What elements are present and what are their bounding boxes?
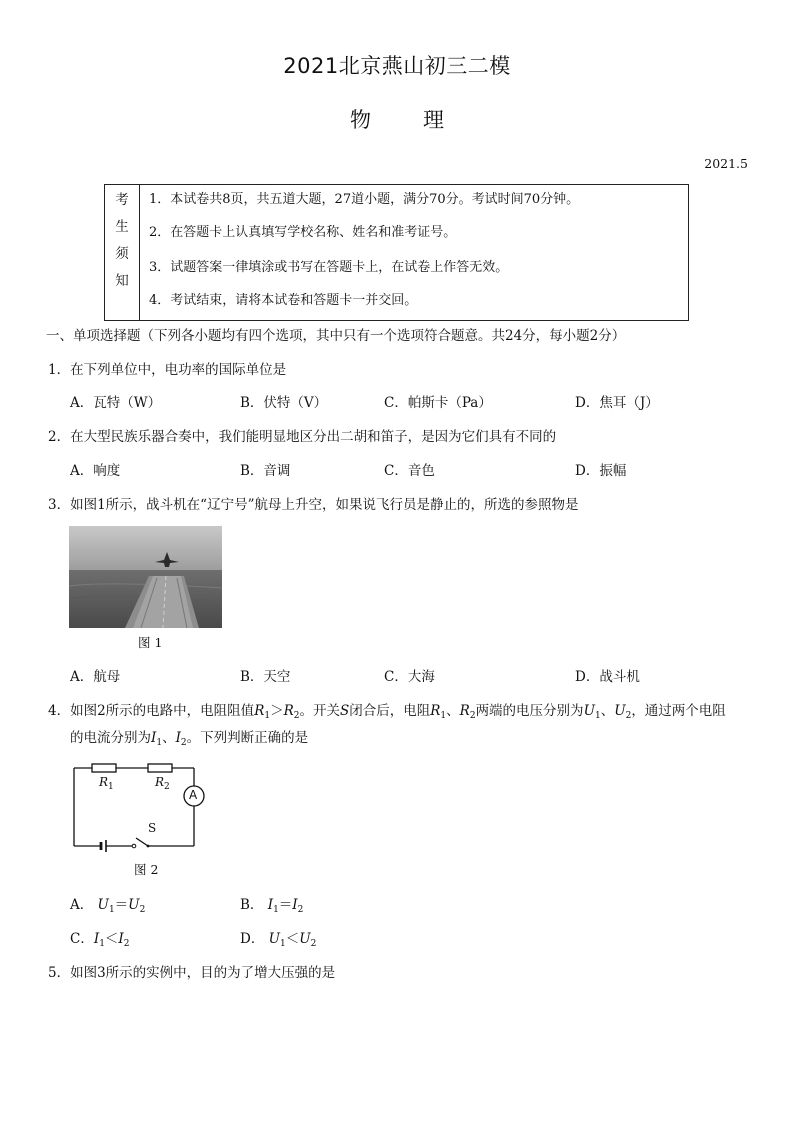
notice-side-char: 须 [115, 246, 129, 262]
figure-1-carrier-photo [69, 526, 222, 628]
r1-label: $R_1$ [99, 775, 114, 792]
q3-option-a: A．航母 [70, 669, 121, 685]
switch-label: S [148, 821, 157, 835]
q4-option-a: A． $U_1=U_2$ [70, 897, 146, 915]
q1-option-b: B．伏特（V） [240, 395, 328, 411]
figure-1-caption: 图 1 [138, 635, 163, 650]
q4-option-b: B． $I_1=I_2$ [240, 897, 304, 915]
question-4-stem-line-1: 4．如图2所示的电路中，电阻阻值$R_1>R_2$。开关S闭合后，电阻$R_1$、$R_2$两端的电压分别为$U_1$、$U_2$，通过两个电阻 [48, 703, 726, 721]
notice-item: 1．本试卷共8页，共五道大题，27道小题，满分70分。考试时间70分钟。 [149, 192, 580, 207]
question-5-stem: 5．如图3所示的实例中，目的为了增大压强的是 [48, 965, 336, 981]
q3-option-c: C．大海 [384, 669, 435, 685]
notice-box [104, 184, 689, 321]
question-3-stem: 3．如图1所示，战斗机在“辽宁号”航母上升空，如果说飞行员是静止的，所选的参照物是 [48, 497, 579, 513]
notice-side-char: 知 [115, 273, 129, 289]
figure-2-circuit [66, 758, 216, 858]
r2-label: $R_2$ [155, 775, 170, 792]
q2-option-b: B．音调 [240, 463, 291, 479]
q3-option-b: B．天空 [240, 669, 291, 685]
question-4-stem-line-2: 的电流分别为$I_1$、$I_2$。下列判断正确的是 [70, 730, 309, 748]
q1-option-d: D．焦耳（J） [575, 395, 659, 411]
exam-title: 2021北京燕山初三二模 [283, 54, 511, 78]
notice-side-char: 考 [115, 192, 129, 208]
subject-title: 物理 [350, 108, 496, 132]
q2-option-a: A．响度 [70, 463, 121, 479]
ammeter-symbol: A [189, 788, 198, 802]
exam-date: 2021.5 [704, 156, 748, 171]
q4-option-c: C．$I_1<I_2$ [70, 931, 130, 949]
question-1-stem: 1．在下列单位中，电功率的国际单位是 [48, 362, 287, 378]
q3-option-d: D．战斗机 [575, 669, 640, 685]
section-heading: 一、单项选择题（下列各小题均有四个选项，其中只有一个选项符合题意。共24分，每小题2分） [46, 328, 626, 344]
notice-side-char: 生 [115, 219, 129, 235]
notice-side-label [105, 185, 140, 320]
notice-item: 3．试题答案一律填涂或书写在答题卡上，在试卷上作答无效。 [149, 260, 509, 275]
q4-option-d: D． $U_1<U_2$ [240, 931, 317, 949]
figure-2-caption: 图 2 [134, 862, 159, 877]
q1-option-c: C．帕斯卡（Pa） [384, 395, 492, 411]
q2-option-c: C．音色 [384, 463, 435, 479]
notice-item: 4．考试结束，请将本试卷和答题卡一并交回。 [149, 293, 418, 308]
question-2-stem: 2．在大型民族乐器合奏中，我们能明显地区分出二胡和笛子，是因为它们具有不同的 [48, 429, 557, 445]
notice-item: 2．在答题卡上认真填写学校名称、姓名和准考证号。 [149, 225, 457, 240]
q1-option-a: A．瓦特（W） [70, 395, 162, 411]
q2-option-d: D．振幅 [575, 463, 627, 479]
